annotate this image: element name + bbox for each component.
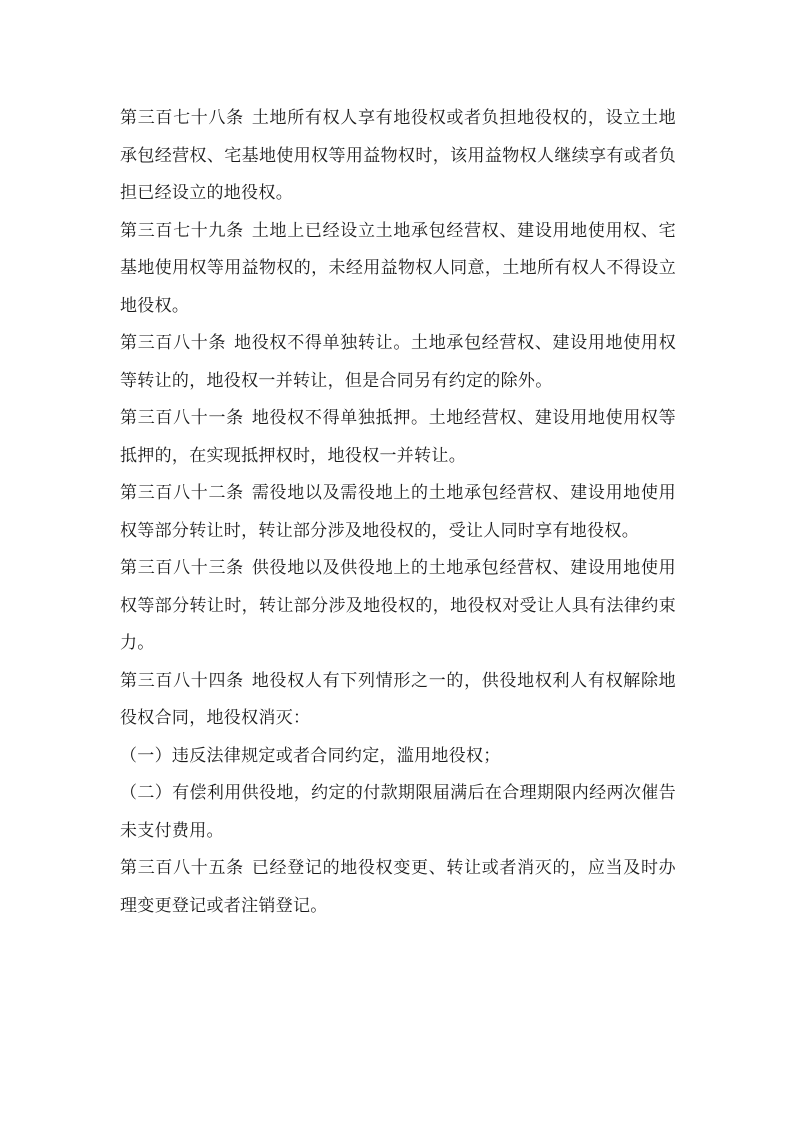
article-text: 土地所有权人享有地役权或者负担地役权的，设立土地承包经营权、宅基地使用权等用益物权时，该用益物权人继续享有或者负担已经设立的地役权。: [120, 108, 676, 203]
article-382: [120, 475, 676, 550]
article-number: 第三百七十九条: [120, 220, 244, 241]
article-number: 第三百八十五条: [120, 858, 244, 878]
article-384-item-2: [120, 775, 676, 850]
article-385: [120, 850, 676, 925]
article-378: [120, 100, 676, 213]
article-text: 已经登记的地役权变更、转让或者消灭的，应当及时办理变更登记或者注销登记。: [120, 858, 676, 916]
article-381: [120, 400, 676, 475]
article-text: 地役权人有下列情形之一的，供役地权利人有权解除地役权合同，地役权消灭：: [120, 670, 676, 728]
article-380: [120, 325, 676, 400]
article-number: 第三百八十三条: [120, 558, 244, 578]
article-number: 第三百八十一条: [120, 408, 244, 428]
article-379: [120, 213, 676, 326]
article-text: 供役地以及供役地上的土地承包经营权、建设用地使用权等部分转让时，转让部分涉及地役权的，地役权对受让人具有法律约束力。: [120, 558, 676, 653]
article-number: 第三百八十条: [120, 333, 227, 353]
list-item-text: （一）违反法律规定或者合同约定，滥用地役权；: [120, 745, 501, 766]
article-text: 土地上已经设立土地承包经营权、建设用地使用权、宅基地使用权等用益物权的，未经用益物权人同意，土地所有权人不得设立地役权。: [120, 220, 676, 316]
article-number: 第三百八十二条: [120, 483, 244, 503]
article-text: 地役权不得单独抵押。土地经营权、建设用地使用权等抵押的，在实现抵押权时，地役权一并转让。: [120, 408, 676, 466]
list-item-text: （二）有偿利用供役地，约定的付款期限届满后在合理期限内经两次催告未支付费用。: [120, 783, 676, 841]
document-page: [120, 100, 676, 925]
article-384-item-1: [120, 738, 676, 776]
article-383: [120, 550, 676, 663]
article-text: 需役地以及需役地上的土地承包经营权、建设用地使用权等部分转让时，转让部分涉及地役权的，受让人同时享有地役权。: [120, 483, 676, 541]
article-384: [120, 663, 676, 738]
article-number: 第三百八十四条: [120, 670, 244, 691]
article-text: 地役权不得单独转让。土地承包经营权、建设用地使用权等转让的，地役权一并转让，但是合同另有约定的除外。: [120, 333, 676, 391]
article-number: 第三百七十八条: [120, 108, 244, 128]
